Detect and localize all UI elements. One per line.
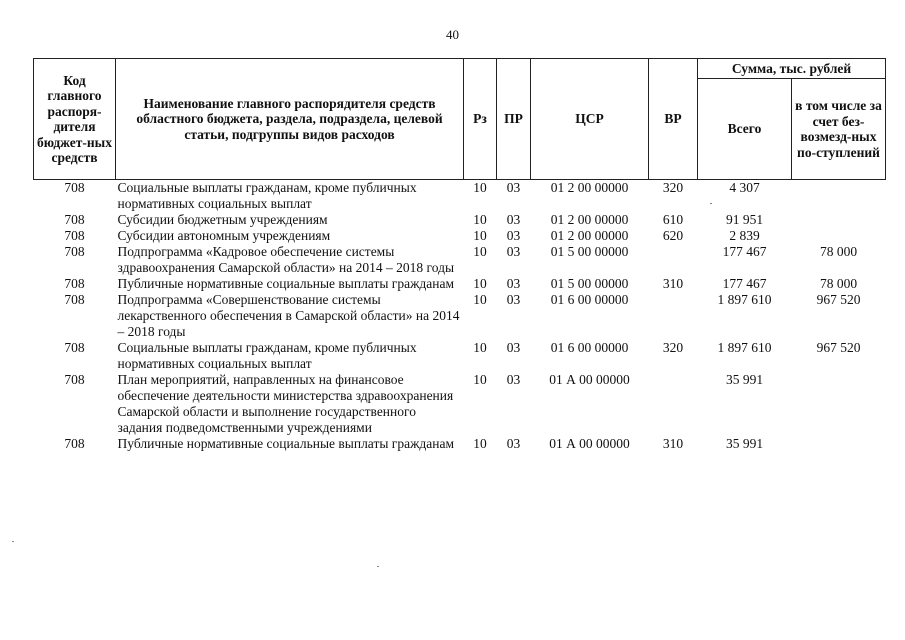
row-csr: 01 2 00 00000 xyxy=(550,228,629,243)
row-code: 708 xyxy=(64,372,85,387)
row-vr: 310 xyxy=(662,276,684,291)
row-name: Подпрограмма «Совершенствование системы лекарственного обеспечения в Самарской области» на 2014 – 2018 годы xyxy=(117,292,460,339)
row-vr: 320 xyxy=(662,340,684,355)
table-row xyxy=(34,436,886,452)
row-pr: 03 xyxy=(506,292,521,307)
row-name: Социальные выплаты гражданам, кроме публичных нормативных социальных выплат xyxy=(117,340,417,371)
row-name: Субсидии автономным учреждениям xyxy=(117,228,331,243)
row-pr: 03 xyxy=(506,436,521,451)
row-csr: 01 А 00 00000 xyxy=(549,436,630,451)
page-number: 40 xyxy=(446,27,459,42)
row-pr: 03 xyxy=(506,244,521,259)
table-row xyxy=(34,340,886,372)
row-code: 708 xyxy=(64,212,85,227)
header-sum-group: Сумма, тыс. рублей xyxy=(698,59,886,79)
row-vr: 610 xyxy=(662,212,684,227)
row-grants xyxy=(792,212,886,228)
row-total: 177 467 xyxy=(722,276,767,291)
row-rz: 10 xyxy=(473,180,487,195)
row-csr: 01 2 00 00000 xyxy=(550,212,629,227)
row-pr: 03 xyxy=(506,276,521,291)
row-vr xyxy=(649,292,698,340)
row-rz: 10 xyxy=(473,212,487,227)
row-name: План мероприятий, направленных на финансовое обеспечение деятельности министерства здравоохранения Самарской области и выполнение государственного задания подведомственными учреждениями xyxy=(117,372,454,435)
header-total: Всего xyxy=(698,79,792,180)
row-grants: 78 000 xyxy=(819,276,858,291)
scan-speck xyxy=(710,203,712,204)
row-csr: 01 А 00 00000 xyxy=(549,372,630,387)
header-grants: в том числе за счет без-возмезд-ных по-ступлений xyxy=(792,79,886,180)
row-code: 708 xyxy=(64,244,85,259)
row-csr: 01 2 00 00000 xyxy=(550,180,629,195)
row-pr: 03 xyxy=(506,228,521,243)
row-total: 177 467 xyxy=(722,244,767,259)
row-csr: 01 6 00 00000 xyxy=(550,340,629,355)
row-total: 35 991 xyxy=(725,436,764,451)
row-grants xyxy=(792,228,886,244)
row-total: 1 897 610 xyxy=(717,292,772,307)
row-rz: 10 xyxy=(473,340,487,355)
header-code: Код главного распоря-дителя бюджет-ных средств xyxy=(34,59,116,180)
table-row xyxy=(34,292,886,340)
row-pr: 03 xyxy=(506,180,521,195)
table-body xyxy=(34,180,886,453)
row-name: Публичные нормативные социальные выплаты гражданам xyxy=(117,436,455,451)
table-row xyxy=(34,180,886,213)
row-csr: 01 6 00 00000 xyxy=(550,292,629,307)
budget-table xyxy=(33,58,886,452)
table-row xyxy=(34,228,886,244)
table-row xyxy=(34,372,886,436)
row-code: 708 xyxy=(64,276,85,291)
header-vr: ВР xyxy=(649,59,698,180)
row-vr xyxy=(649,244,698,276)
row-rz: 10 xyxy=(473,228,487,243)
row-grants: 967 520 xyxy=(816,292,861,307)
table-row xyxy=(34,276,886,292)
row-code: 708 xyxy=(64,436,85,451)
row-rz: 10 xyxy=(473,244,487,259)
row-grants xyxy=(792,436,886,452)
row-pr: 03 xyxy=(506,372,521,387)
row-total: 35 991 xyxy=(725,372,764,387)
row-vr: 310 xyxy=(662,436,684,451)
row-vr xyxy=(649,372,698,436)
row-name: Социальные выплаты гражданам, кроме публичных нормативных социальных выплат xyxy=(117,180,417,211)
scan-speck xyxy=(377,566,379,567)
row-rz: 10 xyxy=(473,276,487,291)
row-name: Субсидии бюджетным учреждениям xyxy=(117,212,328,227)
row-total: 1 897 610 xyxy=(717,340,772,355)
row-pr: 03 xyxy=(506,212,521,227)
header-rz: Рз xyxy=(464,59,497,180)
row-code: 708 xyxy=(64,228,85,243)
row-rz: 10 xyxy=(473,292,487,307)
row-csr: 01 5 00 00000 xyxy=(550,276,629,291)
row-name: Публичные нормативные социальные выплаты гражданам xyxy=(117,276,455,291)
header-name: Наименование главного распорядителя средств областного бюджета, раздела, подраздела, целевой статьи, подгруппы видов расходов xyxy=(116,59,464,180)
row-grants: 967 520 xyxy=(816,340,861,355)
table-row xyxy=(34,244,886,276)
row-code: 708 xyxy=(64,292,85,307)
row-vr: 320 xyxy=(662,180,684,195)
table-row xyxy=(34,212,886,228)
row-name: Подпрограмма «Кадровое обеспечение системы здравоохранения Самарской области» на 2014 – 2018 годы xyxy=(117,244,455,275)
row-grants xyxy=(792,372,886,436)
row-pr: 03 xyxy=(506,340,521,355)
header-pr: ПР xyxy=(497,59,531,180)
row-rz: 10 xyxy=(473,436,487,451)
row-total: 4 307 xyxy=(729,180,760,195)
row-csr: 01 5 00 00000 xyxy=(550,244,629,259)
row-grants: 78 000 xyxy=(819,244,858,259)
row-code: 708 xyxy=(64,340,85,355)
row-code: 708 xyxy=(64,180,85,195)
scan-speck xyxy=(12,541,14,542)
row-rz: 10 xyxy=(473,372,487,387)
row-total: 91 951 xyxy=(725,212,764,227)
header-csr: ЦСР xyxy=(531,59,649,180)
row-vr: 620 xyxy=(662,228,684,243)
row-total: 2 839 xyxy=(729,228,760,243)
table-header xyxy=(34,59,886,180)
row-grants xyxy=(792,180,886,213)
